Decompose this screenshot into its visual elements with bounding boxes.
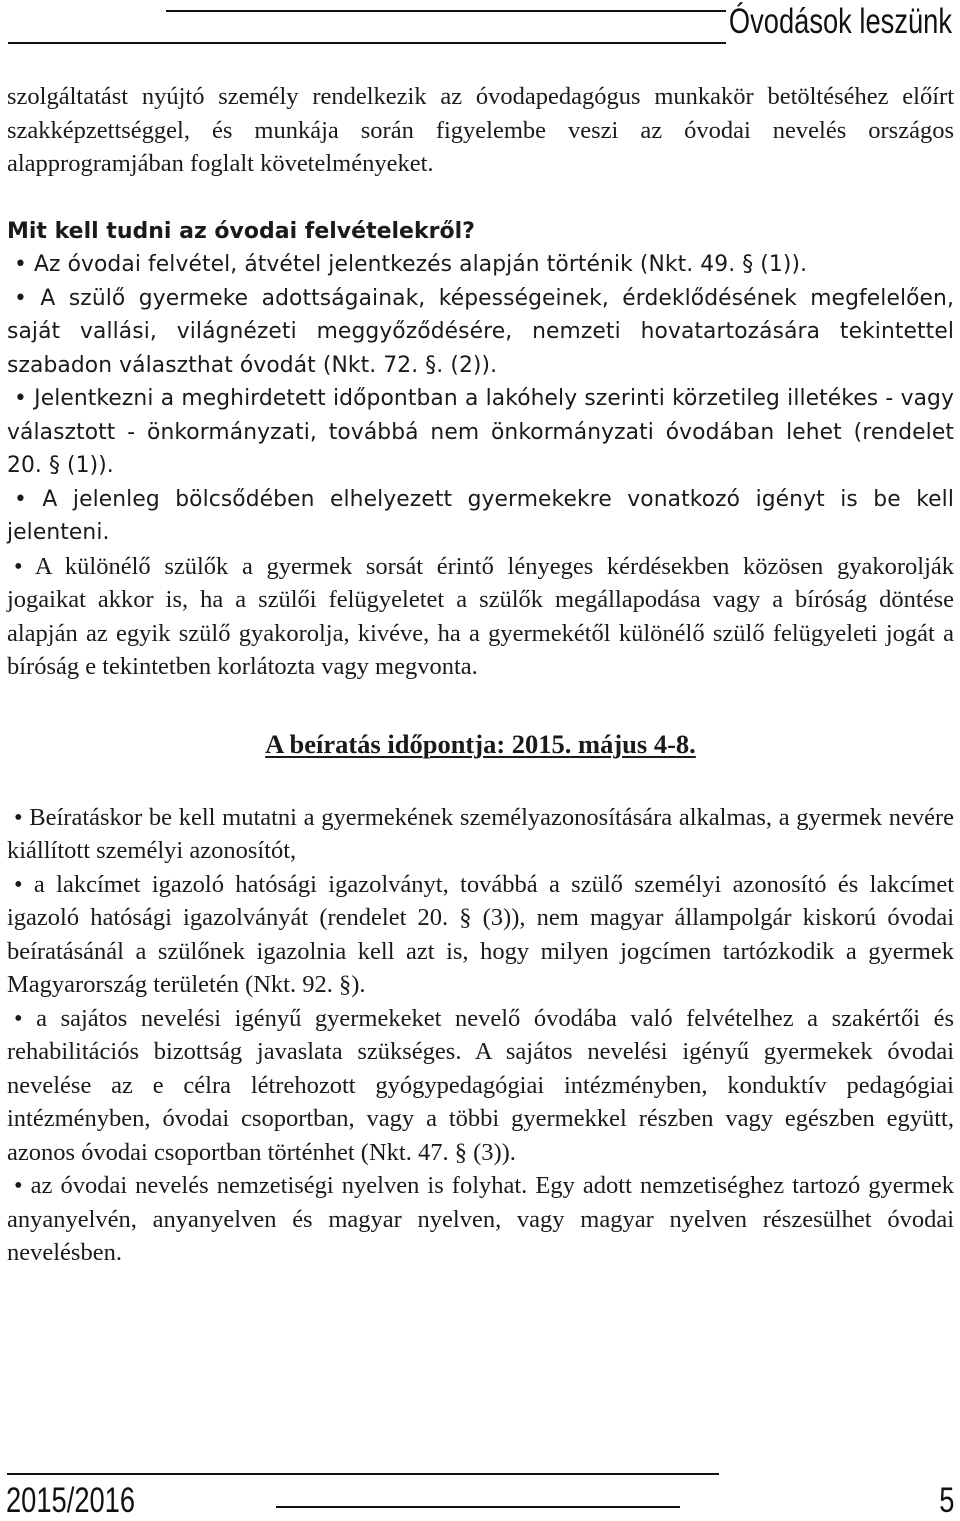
footer-rule-top bbox=[7, 1473, 719, 1475]
footer-rule-bottom bbox=[276, 1506, 680, 1508]
bullet-admission-basis: • Az óvodai felvétel, átvétel jelentkezés alapján történik (Nkt. 49. § (1)). bbox=[14, 252, 808, 277]
footer-year: 2015/2016 bbox=[6, 1481, 136, 1520]
page-number: 5 bbox=[938, 1481, 954, 1520]
bullet-nationality-language: • az óvodai nevelés nemzetiségi nyelven is folyhat. Egy adott nemzetiséghez tartozó gyermek anyanyelvén, anyanyelven és magyar nyelven, vagy magyar nyelven részesülhet óvodai nevelésben. bbox=[7, 1172, 954, 1266]
enrollment-date-heading: A beíratás időpontja: 2015. május 4-8. bbox=[265, 728, 696, 759]
bullet-separated-parents: • A különélő szülők a gyermek sorsát érintő lényeges kérdésekben közösen gyakorolják jogaikat akkor is, ha a szülői felügyeletet a szülők megállapodása vagy a bíróság döntése alapján az egyik szülő gyakorolja, kivéve, ha a gyermekétől különélő szülő felügyeleti jogát a bíróság e tekintetben korlátozta vagy megvonta. bbox=[7, 552, 954, 680]
bullet-address-document: • a lakcímet igazoló hatósági igazolványt, továbbá a szülő személyi azonosító és lakcímet igazoló hatósági igazolványát (rendelet 20. § (3)), nem magyar állampolgár kiskorú óvodai beíratásánál a szülőnek igazolnia kell azt is, hogy milyen jogcímen tartózkodik a gyermek Magyarország területén (Nkt. 92. §). bbox=[7, 870, 954, 998]
bullet-special-needs: • a sajátos nevelési igényű gyermekeket nevelő óvodába való felvételhez a szakértői és rehabilitációs bizottság javaslata szükséges. A sajátos nevelési igényű gyermekek óvodai nevelése az e célra létrehozott gyógypedagógiai intézményben, konduktív pedagógiai intézményben, óvodai csoportban, vagy a többi gyermekkel részben vagy egészben együtt, azonos óvodai csoportban történhet (Nkt. 47. § (3)). bbox=[7, 1004, 954, 1166]
header-rule-top bbox=[166, 10, 726, 12]
intro-paragraph: szolgáltatást nyújtó személy rendelkezik az óvodapedagógus munkakör betöltéséhez előírt szakképzettséggel, és munkája során figyelembe veszi az óvodai nevelés országos alapprogramjában foglalt követelményeket. bbox=[7, 83, 954, 177]
bullet-nursery-children: • A jelenleg bölcsődében elhelyezett gyermekekre vonatkozó igényt is be kell jelenteni. bbox=[7, 486, 954, 545]
section-heading-admissions: Mit kell tudni az óvodai felvételekről? bbox=[7, 218, 475, 244]
bullet-parent-choice: • A szülő gyermeke adottságainak, képességeinek, érdeklődésének megfelelően, saját vallási, világnézeti meggyőződésére, nemzeti hovatartozására tekintettel szabadon választhat óvodát (Nkt. 72. §. (2)). bbox=[7, 285, 954, 378]
header-title: Óvodások leszünk bbox=[728, 2, 952, 41]
page-body bbox=[7, 80, 954, 1270]
bullet-application-place: • Jelentkezni a meghirdetett időpontban a lakóhely szerinti körzetileg illetékes - vagy választott - önkormányzati, továbbá nem önkormányzati óvodában lehet (rendelet 20. § (1)). bbox=[7, 386, 954, 478]
bullet-identity-document: • Beíratáskor be kell mutatni a gyermekének személyazonosítására alkalmas, a gyermek nevére kiállított személyi azonosítót, bbox=[7, 803, 954, 864]
header-rule-bottom bbox=[8, 42, 726, 44]
